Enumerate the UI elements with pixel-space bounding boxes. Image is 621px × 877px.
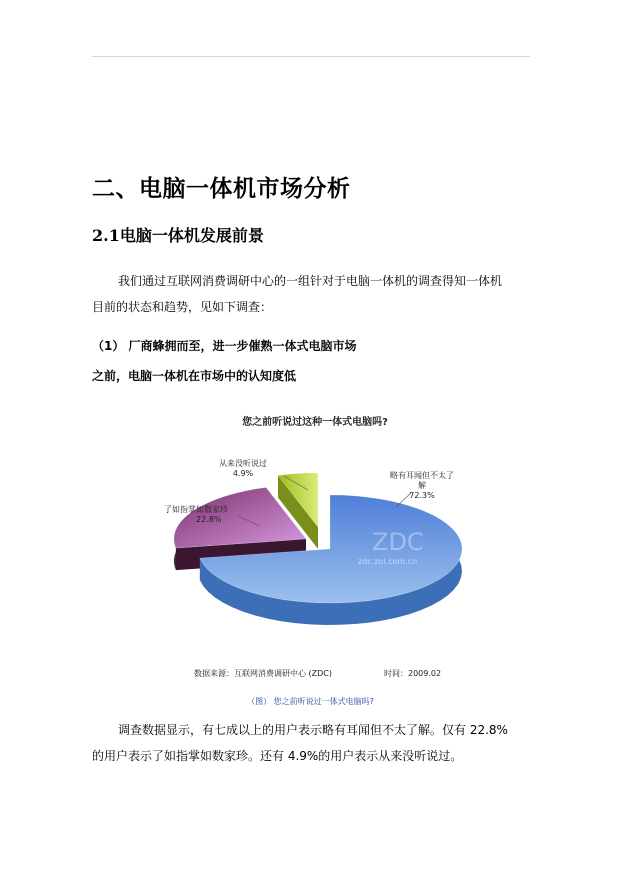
section-heading: 二、电脑一体机市场分析: [92, 175, 351, 202]
pie-category-label: 了如指掌如数家珍: [164, 505, 228, 514]
point-heading: （1） 厂商蜂拥而至，进一步催熟一体式电脑市场: [92, 339, 357, 353]
subsection-heading: 2.1电脑一体机发展前景: [92, 226, 264, 245]
pie-value-label: 4.9%: [232, 469, 254, 478]
header-rule: [92, 56, 530, 57]
watermark-logo: ZDC: [372, 528, 424, 556]
pie-category-label: 从来没听说过: [219, 459, 267, 468]
intro-paragraph: [92, 268, 532, 320]
watermark-url: zdc.zol.com.cn: [358, 557, 418, 566]
chart-source: 数据来源：互联网消费调研中心 (ZDC): [194, 669, 333, 678]
chart-title: 您之前听说过这种一体式电脑吗?: [242, 417, 388, 428]
conclusion-line: 的用户表示了如指掌如数家珍。还有 4.9%的用户表示从来没听说过。: [92, 749, 463, 763]
pie-value-label: 22.8%: [196, 515, 222, 524]
pie-chart: [160, 404, 470, 684]
pie-value-label: 72.3%: [409, 491, 435, 500]
intro-line: 我们通过互联网消费调研中心的一组针对于电脑一体机的调查得知一体机: [118, 274, 503, 288]
point-subheading: 之前，电脑一体机在市场中的认知度低: [92, 369, 297, 383]
pie-category-label: 略有耳闻但不太了: [390, 471, 454, 480]
chart-time: 时间：2009.02: [384, 669, 442, 678]
conclusion-line: 调查数据显示，有七成以上的用户表示略有耳闻但不太了解。仅有 22.8%: [118, 723, 508, 737]
figure-caption: （图） 您之前听说过一体式电脑吗?: [247, 697, 374, 706]
conclusion-paragraph: [92, 717, 532, 769]
intro-line: 目前的状态和趋势，见如下调查：: [92, 300, 273, 314]
pie-category-label: 解: [418, 481, 426, 490]
